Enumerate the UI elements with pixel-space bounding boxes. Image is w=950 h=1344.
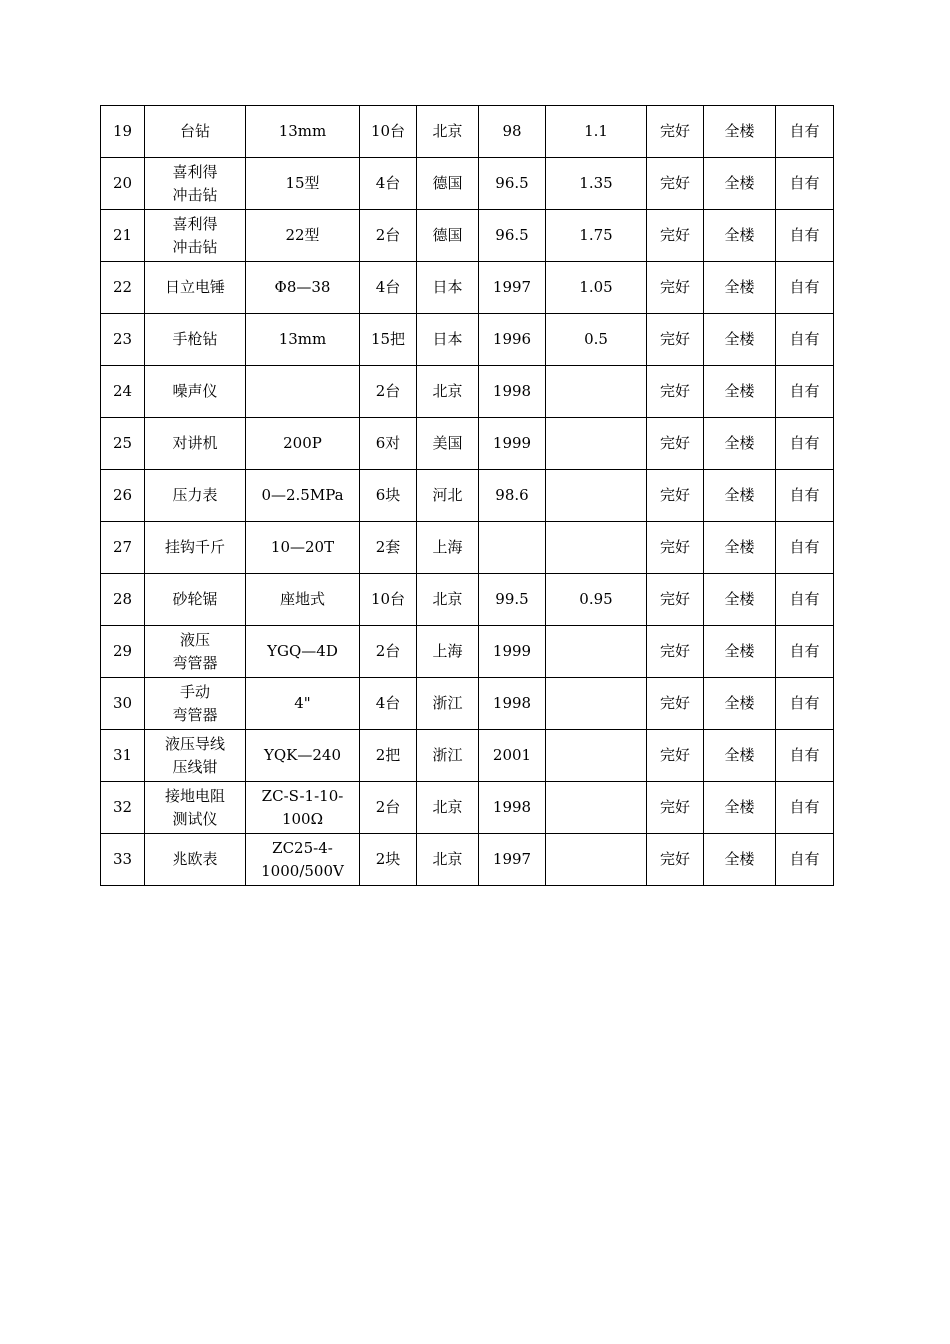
origin-cell: 浙江 <box>417 730 479 782</box>
condition-cell: 完好 <box>647 730 704 782</box>
equipment-name-cell: 噪声仪 <box>145 366 246 418</box>
location-cell: 全楼 <box>704 470 776 522</box>
equipment-table <box>100 105 834 886</box>
ownership-cell: 自有 <box>776 626 834 678</box>
power-cell <box>546 678 647 730</box>
ownership-cell: 自有 <box>776 262 834 314</box>
origin-cell: 日本 <box>417 262 479 314</box>
year-cell: 1998 <box>479 678 546 730</box>
table-row <box>101 574 834 626</box>
ownership-cell: 自有 <box>776 678 834 730</box>
condition-cell: 完好 <box>647 470 704 522</box>
row-number-cell: 27 <box>101 522 145 574</box>
location-cell: 全楼 <box>704 366 776 418</box>
power-cell <box>546 366 647 418</box>
origin-cell: 浙江 <box>417 678 479 730</box>
spec-cell: 200P <box>246 418 360 470</box>
table-body <box>101 106 834 886</box>
origin-cell: 北京 <box>417 106 479 158</box>
row-number-cell: 19 <box>101 106 145 158</box>
condition-cell: 完好 <box>647 782 704 834</box>
location-cell: 全楼 <box>704 158 776 210</box>
spec-cell <box>246 366 360 418</box>
row-number-cell: 26 <box>101 470 145 522</box>
power-cell <box>546 782 647 834</box>
origin-cell: 北京 <box>417 574 479 626</box>
location-cell: 全楼 <box>704 574 776 626</box>
ownership-cell: 自有 <box>776 574 834 626</box>
equipment-name-cell: 手枪钻 <box>145 314 246 366</box>
quantity-cell: 4台 <box>360 262 417 314</box>
row-number-cell: 20 <box>101 158 145 210</box>
equipment-name-cell: 挂钩千斤 <box>145 522 246 574</box>
origin-cell: 北京 <box>417 834 479 886</box>
ownership-cell: 自有 <box>776 834 834 886</box>
table-row <box>101 470 834 522</box>
quantity-cell: 10台 <box>360 574 417 626</box>
location-cell: 全楼 <box>704 262 776 314</box>
power-cell <box>546 834 647 886</box>
origin-cell: 德国 <box>417 158 479 210</box>
spec-cell: 13mm <box>246 106 360 158</box>
row-number-cell: 30 <box>101 678 145 730</box>
spec-cell: 15型 <box>246 158 360 210</box>
location-cell: 全楼 <box>704 730 776 782</box>
quantity-cell: 2台 <box>360 210 417 262</box>
row-number-cell: 23 <box>101 314 145 366</box>
quantity-cell: 10台 <box>360 106 417 158</box>
row-number-cell: 29 <box>101 626 145 678</box>
spec-cell: YQK—240 <box>246 730 360 782</box>
row-number-cell: 22 <box>101 262 145 314</box>
quantity-cell: 6对 <box>360 418 417 470</box>
equipment-name-cell: 砂轮锯 <box>145 574 246 626</box>
year-cell: 96.5 <box>479 210 546 262</box>
ownership-cell: 自有 <box>776 522 834 574</box>
equipment-name-cell: 日立电锤 <box>145 262 246 314</box>
equipment-name-cell: 喜利得 冲击钻 <box>145 158 246 210</box>
equipment-name-cell: 压力表 <box>145 470 246 522</box>
table-row <box>101 158 834 210</box>
condition-cell: 完好 <box>647 678 704 730</box>
power-cell: 1.75 <box>546 210 647 262</box>
spec-cell: 13mm <box>246 314 360 366</box>
row-number-cell: 28 <box>101 574 145 626</box>
quantity-cell: 4台 <box>360 678 417 730</box>
ownership-cell: 自有 <box>776 158 834 210</box>
equipment-name-cell: 兆欧表 <box>145 834 246 886</box>
origin-cell: 北京 <box>417 782 479 834</box>
year-cell: 96.5 <box>479 158 546 210</box>
location-cell: 全楼 <box>704 522 776 574</box>
year-cell: 1997 <box>479 834 546 886</box>
equipment-name-cell: 台钻 <box>145 106 246 158</box>
table-row <box>101 314 834 366</box>
table-row <box>101 678 834 730</box>
table-row <box>101 834 834 886</box>
table-row <box>101 418 834 470</box>
year-cell: 98 <box>479 106 546 158</box>
condition-cell: 完好 <box>647 574 704 626</box>
row-number-cell: 31 <box>101 730 145 782</box>
ownership-cell: 自有 <box>776 782 834 834</box>
power-cell: 0.95 <box>546 574 647 626</box>
condition-cell: 完好 <box>647 522 704 574</box>
row-number-cell: 32 <box>101 782 145 834</box>
ownership-cell: 自有 <box>776 418 834 470</box>
year-cell: 1998 <box>479 782 546 834</box>
equipment-name-cell: 手动 弯管器 <box>145 678 246 730</box>
origin-cell: 美国 <box>417 418 479 470</box>
condition-cell: 完好 <box>647 314 704 366</box>
row-number-cell: 21 <box>101 210 145 262</box>
location-cell: 全楼 <box>704 678 776 730</box>
origin-cell: 德国 <box>417 210 479 262</box>
condition-cell: 完好 <box>647 366 704 418</box>
year-cell: 1999 <box>479 626 546 678</box>
quantity-cell: 2块 <box>360 834 417 886</box>
quantity-cell: 2台 <box>360 782 417 834</box>
quantity-cell: 15把 <box>360 314 417 366</box>
condition-cell: 完好 <box>647 210 704 262</box>
equipment-name-cell: 液压导线 压线钳 <box>145 730 246 782</box>
condition-cell: 完好 <box>647 106 704 158</box>
year-cell: 2001 <box>479 730 546 782</box>
location-cell: 全楼 <box>704 106 776 158</box>
power-cell: 0.5 <box>546 314 647 366</box>
condition-cell: 完好 <box>647 262 704 314</box>
ownership-cell: 自有 <box>776 470 834 522</box>
quantity-cell: 2套 <box>360 522 417 574</box>
origin-cell: 河北 <box>417 470 479 522</box>
power-cell <box>546 522 647 574</box>
year-cell: 1999 <box>479 418 546 470</box>
location-cell: 全楼 <box>704 834 776 886</box>
condition-cell: 完好 <box>647 418 704 470</box>
year-cell: 1997 <box>479 262 546 314</box>
year-cell <box>479 522 546 574</box>
row-number-cell: 24 <box>101 366 145 418</box>
condition-cell: 完好 <box>647 158 704 210</box>
table-row <box>101 626 834 678</box>
location-cell: 全楼 <box>704 782 776 834</box>
spec-cell: ZC-S-1-10- 100Ω <box>246 782 360 834</box>
spec-cell: ZC25-4- 1000/500V <box>246 834 360 886</box>
ownership-cell: 自有 <box>776 210 834 262</box>
quantity-cell: 6块 <box>360 470 417 522</box>
quantity-cell: 4台 <box>360 158 417 210</box>
condition-cell: 完好 <box>647 626 704 678</box>
table-row <box>101 106 834 158</box>
condition-cell: 完好 <box>647 834 704 886</box>
spec-cell: Φ8—38 <box>246 262 360 314</box>
location-cell: 全楼 <box>704 418 776 470</box>
quantity-cell: 2把 <box>360 730 417 782</box>
origin-cell: 上海 <box>417 626 479 678</box>
equipment-name-cell: 接地电阻 测试仪 <box>145 782 246 834</box>
power-cell: 1.05 <box>546 262 647 314</box>
power-cell: 1.35 <box>546 158 647 210</box>
power-cell <box>546 418 647 470</box>
table-row <box>101 210 834 262</box>
spec-cell: 0—2.5MPa <box>246 470 360 522</box>
power-cell: 1.1 <box>546 106 647 158</box>
equipment-name-cell: 喜利得 冲击钻 <box>145 210 246 262</box>
power-cell <box>546 470 647 522</box>
spec-cell: 4" <box>246 678 360 730</box>
table-row <box>101 730 834 782</box>
spec-cell: 10—20T <box>246 522 360 574</box>
table-row <box>101 782 834 834</box>
origin-cell: 上海 <box>417 522 479 574</box>
location-cell: 全楼 <box>704 210 776 262</box>
year-cell: 98.6 <box>479 470 546 522</box>
equipment-name-cell: 对讲机 <box>145 418 246 470</box>
year-cell: 1998 <box>479 366 546 418</box>
spec-cell: YGQ—4D <box>246 626 360 678</box>
row-number-cell: 33 <box>101 834 145 886</box>
location-cell: 全楼 <box>704 626 776 678</box>
table-row <box>101 262 834 314</box>
row-number-cell: 25 <box>101 418 145 470</box>
year-cell: 99.5 <box>479 574 546 626</box>
ownership-cell: 自有 <box>776 366 834 418</box>
spec-cell: 22型 <box>246 210 360 262</box>
origin-cell: 北京 <box>417 366 479 418</box>
ownership-cell: 自有 <box>776 314 834 366</box>
ownership-cell: 自有 <box>776 106 834 158</box>
table-row <box>101 522 834 574</box>
quantity-cell: 2台 <box>360 626 417 678</box>
year-cell: 1996 <box>479 314 546 366</box>
location-cell: 全楼 <box>704 314 776 366</box>
ownership-cell: 自有 <box>776 730 834 782</box>
table-row <box>101 366 834 418</box>
power-cell <box>546 626 647 678</box>
origin-cell: 日本 <box>417 314 479 366</box>
spec-cell: 座地式 <box>246 574 360 626</box>
equipment-name-cell: 液压 弯管器 <box>145 626 246 678</box>
power-cell <box>546 730 647 782</box>
quantity-cell: 2台 <box>360 366 417 418</box>
